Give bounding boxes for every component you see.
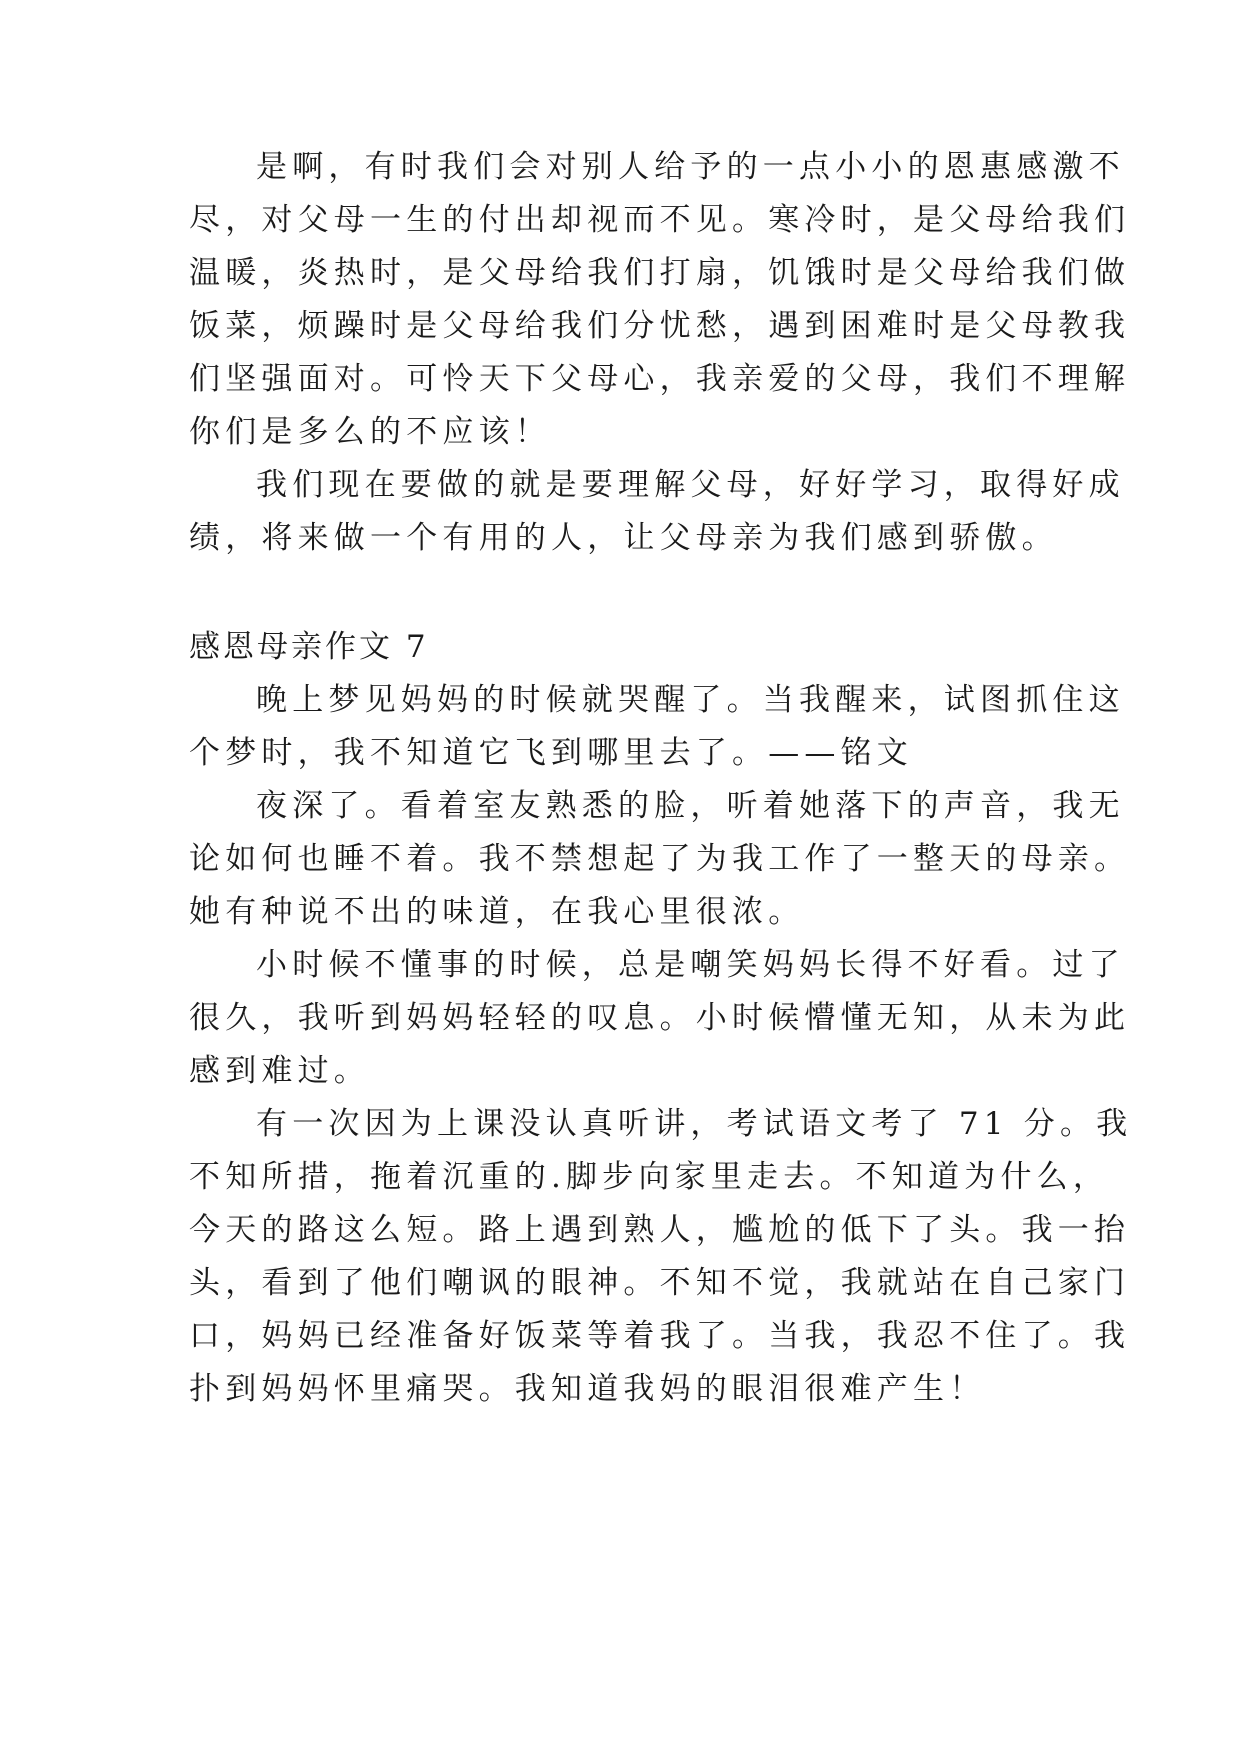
text-line: 个梦时，我不知道它飞到哪里去了。——铭文: [189, 735, 913, 771]
text-line: 她有种说不出的味道，在我心里很浓。: [189, 894, 805, 930]
text-line: 小时候不懂事的时候，总是嘲笑妈妈长得不好看。过了: [256, 947, 1125, 983]
text-line: 你们是多么的不应该！: [189, 414, 551, 450]
text-line: 绩，将来做一个有用的人，让父母亲为我们感到骄傲。: [189, 520, 1058, 556]
text-line: 是啊，有时我们会对别人给予的一点小小的恩惠感激不: [256, 149, 1125, 185]
text-line: 夜深了。看着室友熟悉的脸，听着她落下的声音，我无: [256, 788, 1125, 824]
text-line: 们坚强面对。可怜天下父母心，我亲爱的父母，我们不理解: [189, 361, 1131, 397]
text-line: 有一次因为上课没认真听讲，考试语文考了 71 分。我: [256, 1106, 1133, 1142]
text-line: 很久，我听到妈妈轻轻的叹息。小时候懵懂无知，从未为此: [189, 1000, 1131, 1036]
section-heading: 感恩母亲作文 7: [189, 629, 429, 665]
text-line: 头，看到了他们嘲讽的眼神。不知不觉，我就站在自己家门: [189, 1265, 1131, 1301]
text-line: 饭菜，烦躁时是父母给我们分忧愁，遇到困难时是父母教我: [189, 308, 1131, 344]
text-line: 论如何也睡不着。我不禁想起了为我工作了一整天的母亲。: [189, 841, 1131, 877]
text-line: 感到难过。: [189, 1053, 370, 1089]
text-line: 扑到妈妈怀里痛哭。我知道我妈的眼泪很难产生！: [189, 1371, 986, 1407]
text-line: 今天的路这么短。路上遇到熟人，尴尬的低下了头。我一抬: [189, 1212, 1131, 1248]
text-line: 尽，对父母一生的付出却视而不见。寒冷时，是父母给我们: [189, 202, 1131, 238]
text-line: 我们现在要做的就是要理解父母，好好学习，取得好成: [256, 467, 1125, 503]
text-line: 不知所措，拖着沉重的.脚步向家里走去。不知道为什么，: [189, 1159, 1110, 1195]
text-line: 晚上梦见妈妈的时候就哭醒了。当我醒来，试图抓住这: [256, 682, 1125, 718]
text-line: 温暖，炎热时，是父母给我们打扇，饥饿时是父母给我们做: [189, 255, 1131, 291]
text-line: 口，妈妈已经准备好饭菜等着我了。当我，我忍不住了。我: [189, 1318, 1131, 1354]
